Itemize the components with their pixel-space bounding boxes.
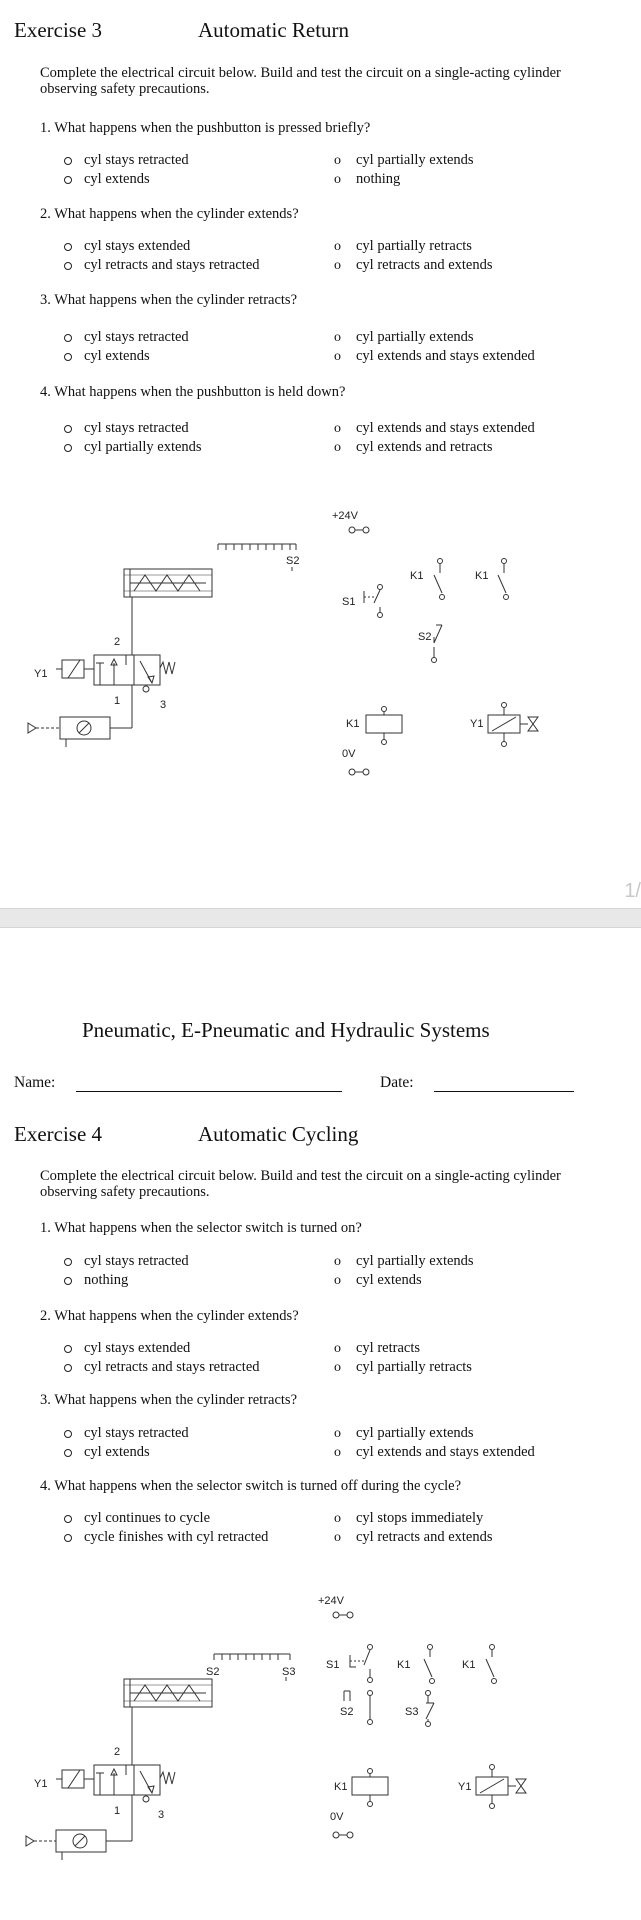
ex3-y1-valve-label: Y1: [34, 668, 48, 680]
air-service-unit: [26, 1830, 106, 1860]
ex4-q4-option[interactable]: ocyl stops immediately: [334, 1510, 483, 1527]
radio-icon: [334, 439, 356, 456]
radio-icon: [334, 238, 356, 255]
ex3-q4-option[interactable]: ocyl extends and stays extended: [334, 420, 535, 437]
ex4-s3-sensor-label: S3: [282, 1666, 296, 1678]
radio-icon: [334, 1253, 356, 1270]
radio-icon: [62, 348, 84, 365]
ex3-question-2: 2. What happens when the cylinder extends?: [40, 206, 299, 222]
ex4-ground-terminal: [333, 1832, 353, 1838]
ex3-q2-option[interactable]: cyl retracts and stays retracted: [62, 257, 260, 274]
air-service-unit: [28, 717, 110, 747]
radio-icon: [334, 1444, 356, 1461]
ex4-port-2: 2: [114, 1746, 121, 1758]
ex4-s1-selector-switch: [350, 1645, 373, 1683]
radio-icon: [334, 152, 356, 169]
radio-icon: [334, 1340, 356, 1357]
radio-icon: [334, 1425, 356, 1442]
radio-icon: [62, 329, 84, 346]
page-number: 1/: [624, 880, 641, 902]
ex4-y1-solenoid-coil: [476, 1765, 526, 1809]
ex3-q2-option[interactable]: ocyl partially retracts: [334, 238, 472, 255]
ex4-y1-coil-label: Y1: [458, 1781, 472, 1793]
ex4-y1-valve-label: Y1: [34, 1778, 48, 1790]
radio-icon: [62, 420, 84, 437]
radio-icon: [334, 1529, 356, 1546]
ex4-q3-option[interactable]: ocyl partially extends: [334, 1425, 474, 1442]
radio-icon: [334, 329, 356, 346]
radio-icon: [62, 1340, 84, 1357]
single-acting-cylinder: [124, 569, 212, 597]
ex4-port-1: 1: [114, 1805, 121, 1817]
ex3-port-3: 3: [160, 699, 167, 711]
page-separator: [0, 908, 641, 928]
ex3-port-2: 2: [114, 636, 121, 648]
ex4-supply-terminal: [333, 1612, 353, 1618]
radio-icon: [334, 420, 356, 437]
ex3-port-1: 1: [114, 695, 121, 707]
ex3-y1-solenoid-coil: [488, 703, 538, 747]
ex3-q2-option[interactable]: cyl stays extended: [62, 238, 190, 255]
radio-icon: [62, 1253, 84, 1270]
exercise4-title: Automatic Cycling: [198, 1122, 359, 1146]
date-field[interactable]: [434, 1091, 574, 1092]
ex4-q1-option[interactable]: ocyl extends: [334, 1272, 422, 1289]
ex3-question-3: 3. What happens when the cylinder retracts?: [40, 292, 298, 308]
ex3-y1-coil-label: Y1: [470, 718, 484, 730]
ex3-q2-option[interactable]: ocyl retracts and extends: [334, 257, 492, 274]
ex3-k1-coil: [366, 707, 402, 745]
ex3-k1-contact-1: [434, 559, 445, 600]
ex4-s3-limit-switch: [426, 1691, 435, 1727]
radio-icon: [62, 1272, 84, 1289]
ex4-question-2: 2. What happens when the cylinder extends?: [40, 1308, 299, 1324]
name-field[interactable]: [76, 1091, 342, 1092]
position-sensor-scale: [214, 1654, 290, 1681]
ex3-q3-option[interactable]: ocyl extends and stays extended: [334, 348, 535, 365]
solenoid-valve-3-2: [62, 1765, 175, 1795]
ex4-port-3: 3: [158, 1809, 165, 1821]
ex3-s1-pushbutton: [364, 585, 383, 618]
ex3-q3-option[interactable]: cyl extends: [62, 348, 150, 365]
radio-icon: [334, 1359, 356, 1376]
ex4-q3-option[interactable]: cyl stays retracted: [62, 1425, 189, 1442]
name-label: Name:: [14, 1074, 56, 1091]
ex4-q2-option[interactable]: cyl retracts and stays retracted: [62, 1359, 260, 1376]
ex4-s3-switch-label: S3: [405, 1706, 419, 1718]
ex4-q2-option[interactable]: ocyl partially retracts: [334, 1359, 472, 1376]
ex4-ground-label: 0V: [330, 1811, 344, 1823]
ex4-k1-contact-1: [424, 1645, 435, 1684]
ex3-s2-switch-label: S2: [418, 631, 432, 643]
ex4-k1-contact-2: [486, 1645, 497, 1684]
ex3-q4-option[interactable]: cyl partially extends: [62, 439, 202, 456]
radio-icon: [62, 1359, 84, 1376]
ex3-q1-option[interactable]: cyl stays retracted: [62, 152, 189, 169]
ex4-k1-contact-label-1: K1: [397, 1659, 411, 1671]
radio-icon: [62, 257, 84, 274]
solenoid-valve-3-2: [62, 655, 175, 685]
exercise3-number: Exercise 3: [14, 18, 103, 42]
radio-icon: [334, 171, 356, 188]
exercise3-intro: Complete the electrical circuit below. Build and test the circuit on a single-acting cylinder observing safety precautions.: [40, 65, 561, 97]
radio-icon: [62, 1425, 84, 1442]
ex3-ground-terminal: [349, 769, 369, 775]
ex4-s1-label: S1: [326, 1659, 340, 1671]
exercise4-number: Exercise 4: [14, 1122, 103, 1146]
radio-icon: [334, 1510, 356, 1527]
ex4-circuit-diagram: [0, 1585, 641, 1915]
ex4-q3-option[interactable]: ocyl extends and stays extended: [334, 1444, 535, 1461]
radio-icon: [62, 152, 84, 169]
ex4-supply-label: +24V: [318, 1595, 344, 1607]
ex4-question-1: 1. What happens when the selector switch is turned on?: [40, 1220, 362, 1236]
ex3-question-1: 1. What happens when the pushbutton is pressed briefly?: [40, 120, 371, 136]
ex4-q4-option[interactable]: ocyl retracts and extends: [334, 1529, 492, 1546]
ex4-question-3: 3. What happens when the cylinder retracts?: [40, 1392, 298, 1408]
page2-header: Pneumatic, E-Pneumatic and Hydraulic Systems: [82, 1018, 490, 1042]
radio-icon: [62, 1510, 84, 1527]
ex3-k1-contact-label-1: K1: [410, 570, 424, 582]
ex3-q1-option[interactable]: ocyl partially extends: [334, 152, 474, 169]
ex3-q3-option[interactable]: cyl stays retracted: [62, 329, 189, 346]
ex3-k1-coil-label: K1: [346, 718, 360, 730]
ex4-q4-option[interactable]: cyl continues to cycle: [62, 1510, 210, 1527]
ex4-q1-option[interactable]: ocyl partially extends: [334, 1253, 474, 1270]
ex3-q1-option[interactable]: cyl extends: [62, 171, 150, 188]
ex4-question-4: 4. What happens when the selector switch is turned off during the cycle?: [40, 1478, 462, 1494]
ex3-q1-option[interactable]: onothing: [334, 171, 400, 188]
ex3-supply-label: +24V: [332, 510, 358, 522]
ex3-question-4: 4. What happens when the pushbutton is held down?: [40, 384, 346, 400]
ex4-q2-option[interactable]: ocyl retracts: [334, 1340, 420, 1357]
ex3-q4-option[interactable]: ocyl extends and retracts: [334, 439, 492, 456]
radio-icon: [334, 348, 356, 365]
radio-icon: [62, 1529, 84, 1546]
ex3-k1-contact-label-2: K1: [475, 570, 489, 582]
position-sensor-scale: [218, 544, 296, 571]
exercise3-title: Automatic Return: [198, 18, 350, 42]
ex4-s2-sensor-label: S2: [206, 1666, 220, 1678]
exercise4-intro: Complete the electrical circuit below. Build and test the circuit on a single-acting cylinder observing safety precautions.: [40, 1168, 561, 1200]
ex4-q1-option[interactable]: nothing: [62, 1272, 128, 1289]
radio-icon: [62, 439, 84, 456]
radio-icon: [62, 238, 84, 255]
ex4-q2-option[interactable]: cyl stays extended: [62, 1340, 190, 1357]
radio-icon: [334, 1272, 356, 1289]
ex4-s2-switch-label: S2: [340, 1706, 354, 1718]
ex3-q3-option[interactable]: ocyl partially extends: [334, 329, 474, 346]
ex3-ground-label: 0V: [342, 748, 356, 760]
ex4-k1-coil: [352, 1769, 388, 1807]
ex3-s2-limit-switch: [432, 625, 443, 663]
ex3-circuit-diagram: [0, 495, 641, 785]
radio-icon: [62, 1444, 84, 1461]
ex3-k1-contact-2: [498, 559, 509, 600]
ex3-s1-label: S1: [342, 596, 356, 608]
single-acting-cylinder: [124, 1679, 212, 1707]
ex4-q4-option[interactable]: cycle finishes with cyl retracted: [62, 1529, 268, 1546]
ex4-k1-contact-label-2: K1: [462, 1659, 476, 1671]
radio-icon: [334, 257, 356, 274]
ex3-supply-terminal: [349, 527, 369, 533]
date-label: Date:: [380, 1074, 414, 1091]
ex4-q1-option[interactable]: cyl stays retracted: [62, 1253, 189, 1270]
radio-icon: [62, 171, 84, 188]
ex4-k1-coil-label: K1: [334, 1781, 348, 1793]
ex4-q3-option[interactable]: cyl extends: [62, 1444, 150, 1461]
ex3-s2-sensor-label: S2: [286, 555, 300, 567]
ex3-q4-option[interactable]: cyl stays retracted: [62, 420, 189, 437]
